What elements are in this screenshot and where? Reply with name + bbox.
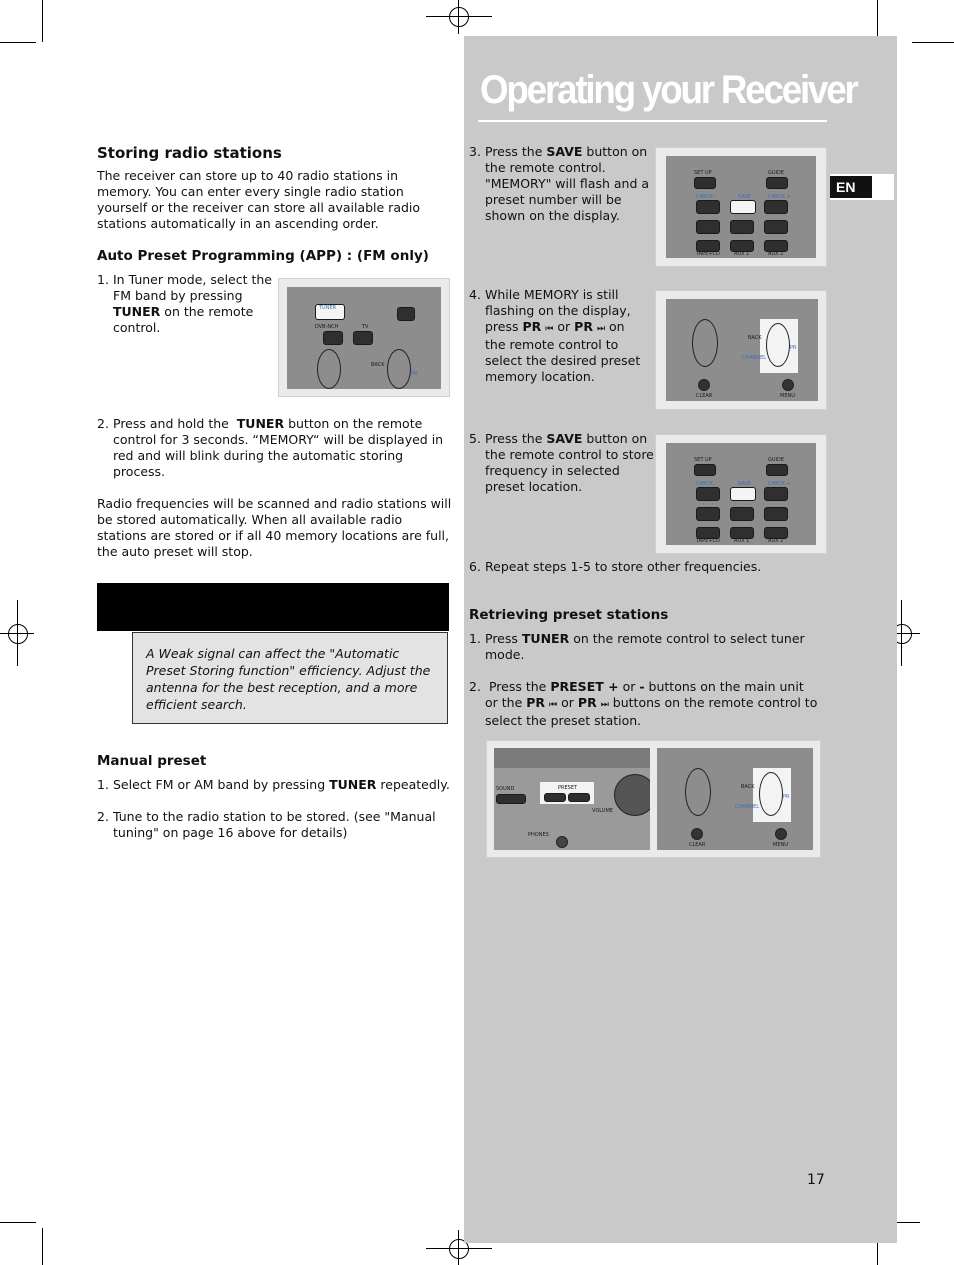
check-plus-label: CHECK +	[768, 194, 791, 200]
back-label: BACK	[371, 362, 385, 368]
step-number: 1.	[97, 272, 109, 287]
guide-button	[766, 177, 788, 189]
power-button	[397, 307, 415, 321]
vol-rocker	[317, 349, 341, 389]
step-number: 2.	[97, 416, 109, 431]
retrieve-step-1	[469, 631, 815, 663]
clear-button	[691, 828, 703, 840]
next-icon: ⏭	[596, 324, 606, 334]
aux2-label: AUX 2	[768, 538, 784, 544]
step-text: Select FM or AM band by pressing	[113, 777, 326, 792]
pause-button	[764, 507, 788, 521]
step-text: on the remote control to select tuner mode.	[485, 631, 805, 662]
step-number: 1.	[469, 631, 481, 646]
save-step-6	[469, 559, 809, 575]
vol-rocker	[685, 768, 711, 816]
remote-image	[666, 156, 816, 258]
crop-mark	[0, 633, 34, 634]
step-text: on the remote control.	[113, 304, 254, 335]
registration-mark	[8, 624, 28, 644]
crop-mark	[912, 42, 954, 43]
step-text: Press	[485, 631, 518, 646]
preset-down-button	[544, 793, 566, 802]
step-number: 5.	[469, 431, 481, 446]
crop-mark	[0, 1222, 36, 1223]
app-step-2	[97, 416, 447, 480]
aux1-label: AUX 1	[734, 251, 750, 257]
crop-mark	[426, 16, 492, 17]
step-text: While MEMORY is still flashing on the display, press	[485, 287, 631, 334]
channel-label: CHANNEL	[742, 355, 767, 361]
aux2-label: AUX 2	[768, 251, 784, 257]
check-plus-label: CHECK +	[768, 481, 791, 487]
step-keyword: -	[639, 679, 645, 694]
tape-label: TAPE+CD	[696, 538, 720, 544]
step-keyword: PR	[577, 695, 597, 710]
step-text: button on the remote control for 3 seconds. “MEMORY“ will be displayed in red and will blink during the automatic storing process.	[113, 416, 444, 479]
menu-label: MENU	[780, 393, 795, 399]
stop-button	[730, 220, 754, 234]
save-step-5	[469, 431, 655, 495]
channel-label: CHANNEL	[735, 804, 760, 810]
app-step-1	[97, 272, 275, 336]
prev-icon: ⏮	[545, 324, 554, 334]
guide-button	[766, 464, 788, 476]
step-keyword: PR	[522, 319, 542, 334]
setup-label: SET UP	[694, 457, 712, 463]
step-keyword: PR	[574, 319, 593, 334]
next-icon: ⏭	[600, 700, 609, 710]
save-button-highlight	[730, 487, 756, 501]
step-text: Press the	[488, 679, 547, 694]
title-rule	[478, 120, 827, 122]
sound-button	[496, 794, 526, 804]
record-button	[696, 220, 720, 234]
check-minus-label: CHECK -	[696, 481, 717, 487]
crop-mark	[458, 1230, 459, 1265]
menu-button	[782, 379, 794, 391]
phones-jack	[556, 836, 568, 848]
step-text: In Tuner mode, select the FM band by pressing	[113, 272, 272, 303]
check-minus-label: CHECK -	[696, 194, 717, 200]
tv-button	[353, 331, 373, 345]
pr-label: PR	[411, 371, 418, 377]
retrieve-step-2	[469, 679, 819, 729]
prev-icon: ⏮	[549, 700, 558, 710]
step-text: Press and hold the	[113, 416, 229, 431]
step-keyword: SAVE	[546, 431, 583, 446]
crop-mark	[458, 0, 459, 34]
retrieving-heading: Retrieving preset stations	[469, 607, 669, 623]
pr-label: PR	[790, 345, 797, 351]
manual-step-2	[97, 809, 447, 841]
stop-button	[730, 507, 754, 521]
remote-photo-save-2	[655, 434, 827, 554]
preset-up-button	[568, 793, 590, 802]
registration-mark	[449, 7, 469, 27]
clear-button	[698, 379, 710, 391]
step-number: 2.	[469, 679, 481, 694]
storing-heading: Storing radio stations	[97, 144, 282, 162]
volume-knob	[614, 774, 650, 816]
vol-rocker	[692, 319, 718, 367]
remote-image	[287, 287, 441, 389]
page-title: Operating your Receiver	[480, 68, 857, 112]
crop-mark	[42, 0, 43, 42]
step-text: button on the remote control. "MEMORY" will flash and a preset number will be shown on the display.	[485, 144, 650, 223]
step-keyword: SAVE	[546, 144, 583, 159]
save-label: SAVE	[738, 481, 751, 487]
record-button	[696, 507, 720, 521]
save-button-highlight	[730, 200, 756, 214]
step-text: Repeat steps 1-5 to store other frequencies.	[485, 559, 762, 574]
step-text: on the remote control to select the desired preset memory location.	[485, 319, 641, 384]
manual-step-1	[97, 777, 457, 793]
step-number: 3.	[469, 144, 481, 159]
pr-rocker	[387, 349, 411, 389]
tape-label: TAPE+CD	[696, 251, 720, 257]
step-number: 4.	[469, 287, 481, 302]
preset-label: PRESET	[558, 785, 578, 791]
unit-top-strip	[494, 748, 650, 768]
tv-label: TV	[362, 324, 369, 330]
rewind-button	[696, 200, 720, 214]
menu-button	[775, 828, 787, 840]
setup-label: SET UP	[694, 170, 712, 176]
step-number: 2.	[97, 809, 109, 824]
step-text: or	[557, 319, 571, 334]
step-text: buttons on the remote control to select the preset station.	[485, 695, 818, 728]
pr-label: PR	[783, 794, 790, 800]
tuner-label: TUNER	[319, 305, 337, 311]
remote-photo-tuner	[278, 278, 450, 397]
guide-label: GUIDE	[768, 457, 785, 463]
menu-label: MENU	[773, 842, 788, 848]
step-keyword: PR	[526, 695, 546, 710]
step-text: repeatedly.	[380, 777, 450, 792]
step-text: button on the remote control to store frequency in selected preset location.	[485, 431, 654, 494]
language-tab-label: EN	[830, 176, 872, 198]
step-keyword: TUNER	[113, 304, 161, 319]
remote-photo-pr	[655, 290, 827, 410]
remote-photo-save	[655, 147, 827, 267]
clear-label: CLEAR	[696, 393, 713, 399]
step-keyword: TUNER	[329, 777, 377, 792]
note-text: A Weak signal can affect the "Automatic Preset Storing function" efficiency. Adjust the antenna for the best reception, and a more efficient search.	[146, 646, 431, 712]
rewind-button	[696, 487, 720, 501]
unit-and-remote-photo	[486, 740, 821, 858]
step-text: Tune to the radio station to be stored. (see "Manual tuning" on page 16 above for details)	[113, 809, 436, 840]
back-label: BACK	[741, 784, 755, 790]
clear-label: CLEAR	[689, 842, 706, 848]
page-number: 17	[807, 1172, 825, 1188]
dvb-button	[323, 331, 343, 345]
app-heading: Auto Preset Programming (APP) : (FM only)	[97, 248, 429, 264]
save-step-4	[469, 287, 649, 385]
guide-label: GUIDE	[768, 170, 785, 176]
manual-heading: Manual preset	[97, 753, 207, 769]
note-header-bar	[97, 583, 449, 631]
storing-intro: The receiver can store up to 40 radio stations in memory. You can enter every single radio station yourself or the receiver can store all available radio stations automatically in an ascending order.	[97, 168, 421, 231]
setup-button	[694, 464, 716, 476]
crop-mark	[877, 0, 878, 36]
aux1-label: AUX 1	[734, 538, 750, 544]
step-text: Press the	[485, 431, 543, 446]
back-label: BACK	[748, 335, 762, 341]
crop-mark	[42, 1228, 43, 1265]
step-number: 6.	[469, 559, 481, 574]
remote-image	[666, 443, 816, 545]
dvb-label: DVB-NCH	[315, 324, 339, 330]
step-text: or	[622, 679, 636, 694]
setup-button	[694, 177, 716, 189]
app-paragraph: Radio frequencies will be scanned and radio stations will be stored automatically. When all available radio stations are stored or if all 40 memory locations are full, the auto preset will stop.	[97, 496, 452, 559]
main-unit-image	[494, 748, 650, 850]
save-step-3	[469, 144, 651, 224]
volume-label: VOLUME	[592, 808, 613, 814]
step-text: Press the	[485, 144, 543, 159]
crop-mark	[426, 1248, 492, 1249]
crop-mark	[0, 42, 36, 43]
step-text: buttons on the main unit or the	[485, 679, 804, 710]
step-text: or	[561, 695, 574, 710]
pr-rocker	[766, 323, 790, 367]
step-keyword: TUNER	[236, 416, 285, 431]
pause-button	[764, 220, 788, 234]
forward-button	[764, 487, 788, 501]
sound-label: SOUND	[496, 786, 515, 792]
pr-rocker	[759, 772, 783, 816]
phones-label: PHONES	[528, 832, 549, 838]
save-label: SAVE	[738, 194, 751, 200]
step-keyword: TUNER	[521, 631, 570, 646]
step-number: 1.	[97, 777, 109, 792]
forward-button	[764, 200, 788, 214]
step-keyword: PRESET +	[550, 679, 619, 694]
remote-image	[666, 299, 818, 401]
remote-image	[657, 748, 813, 850]
